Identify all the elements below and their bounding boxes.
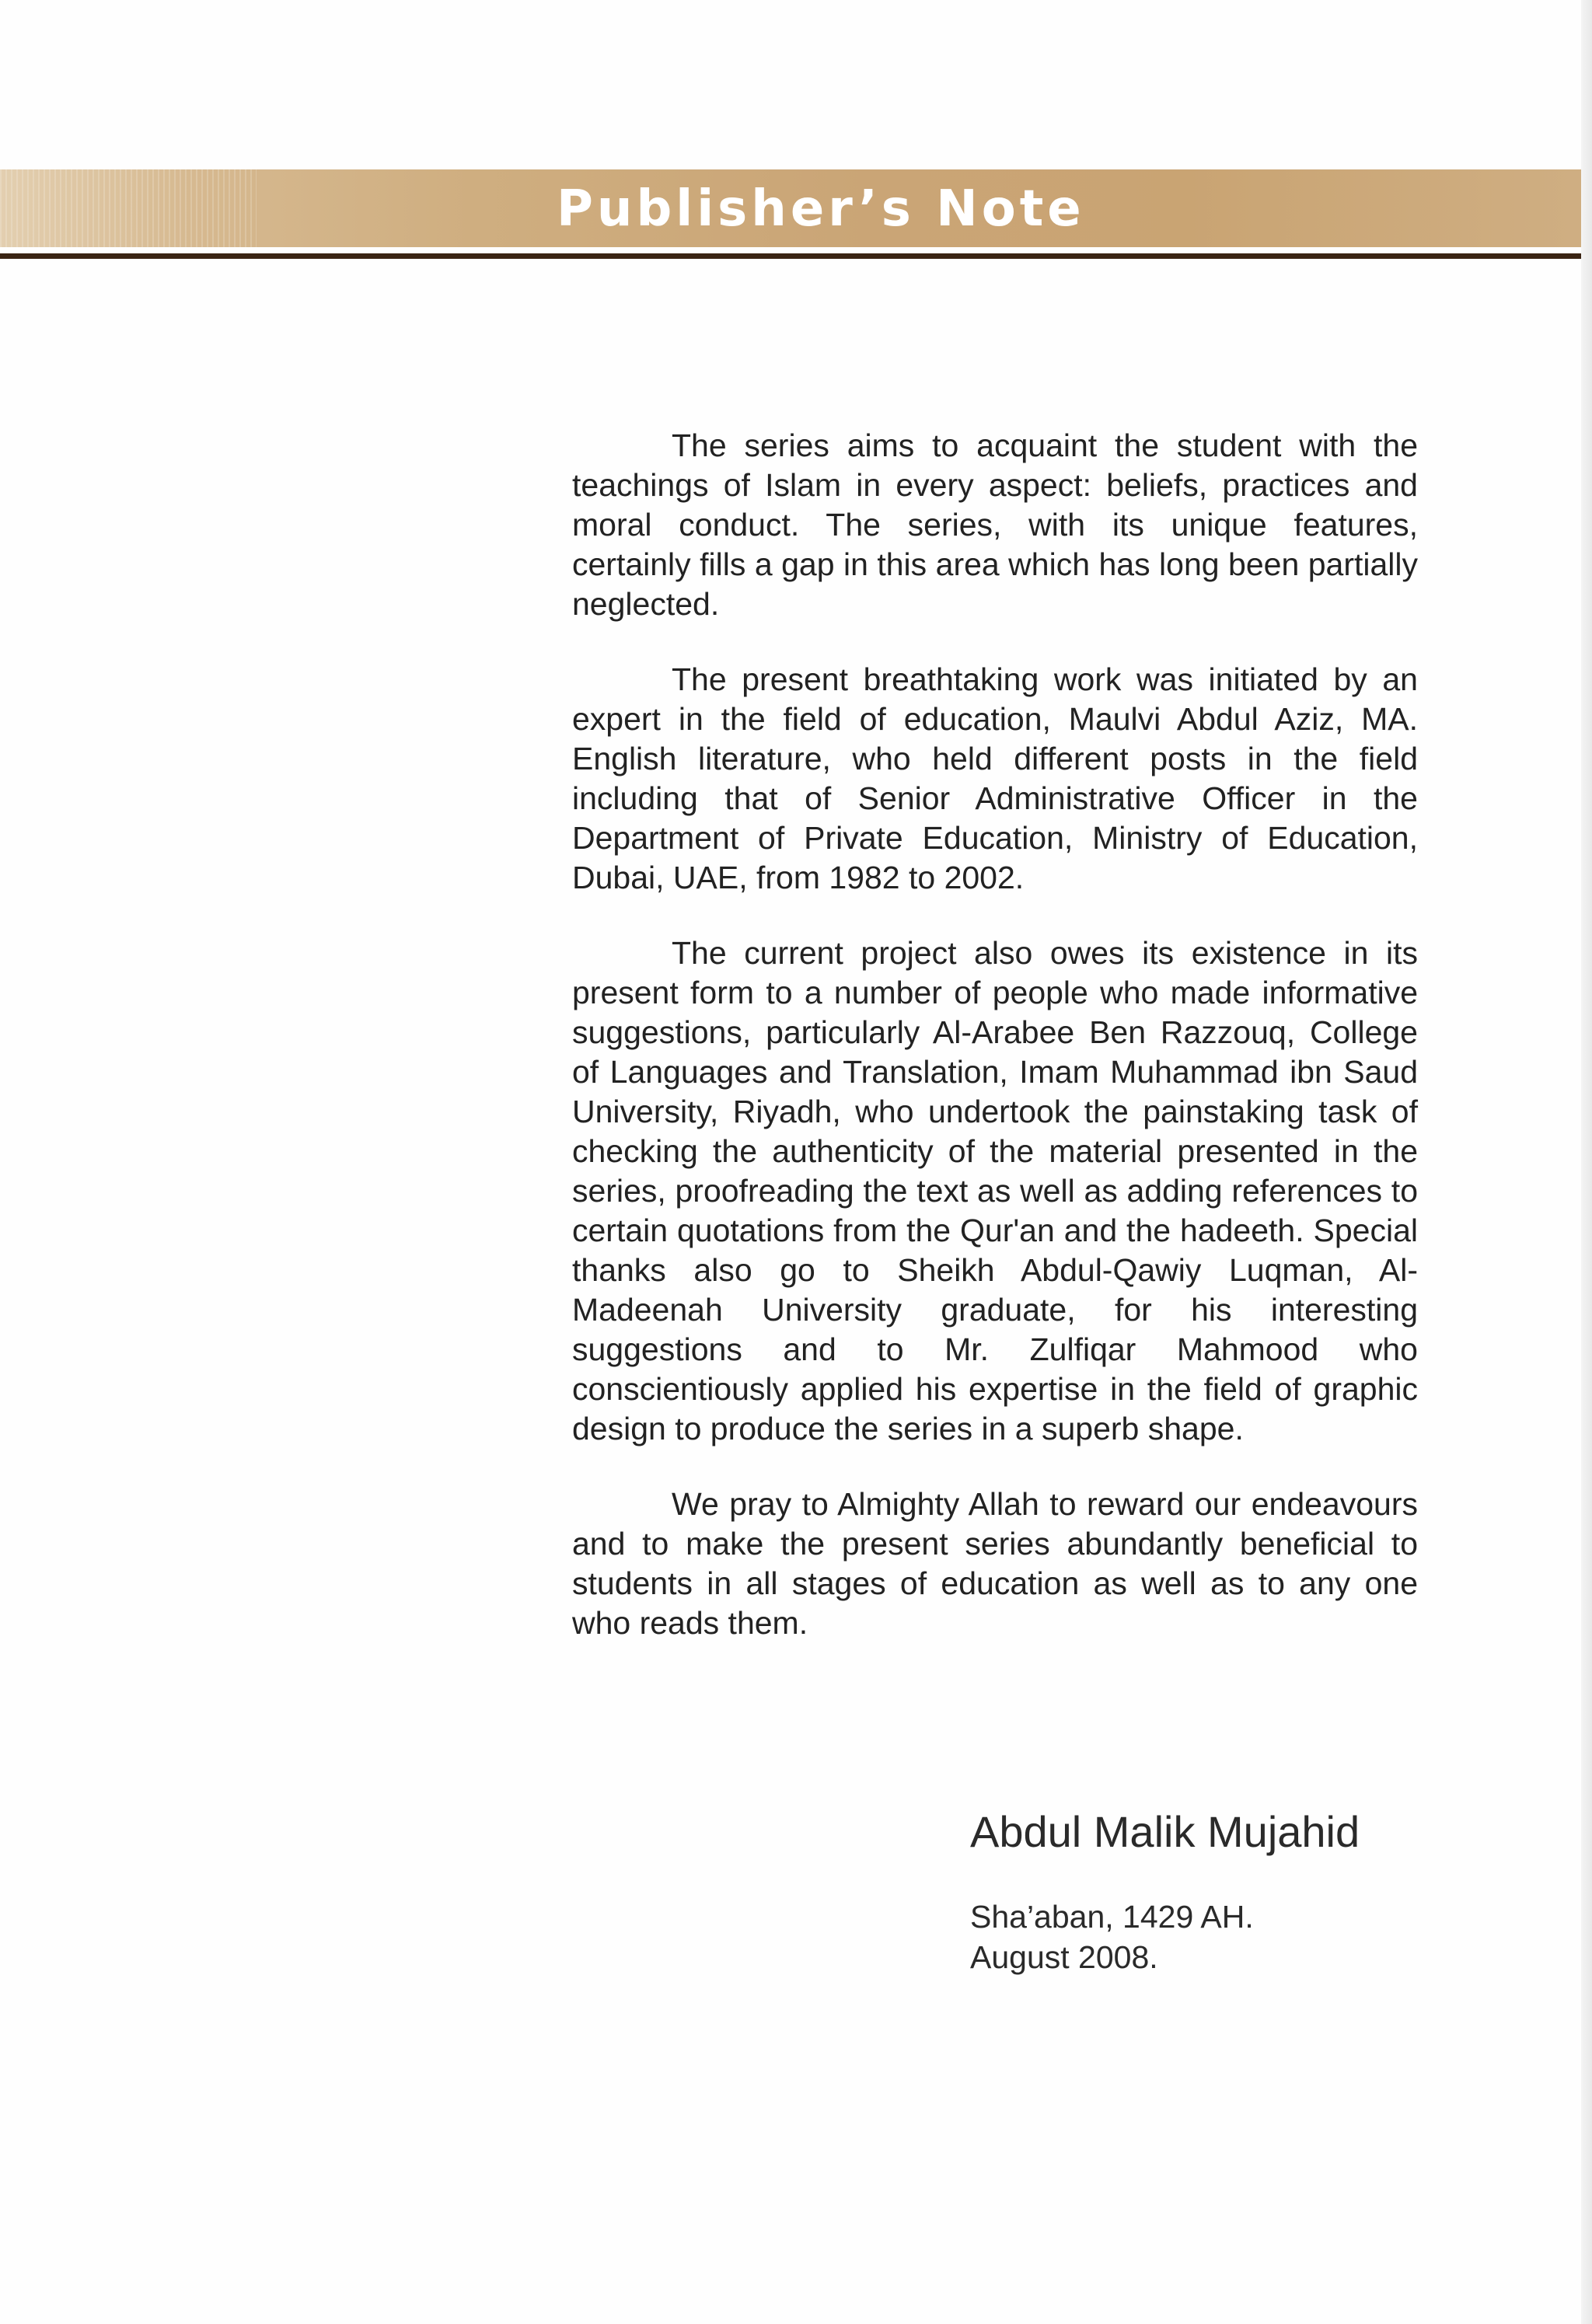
- header-stripe-pattern: [0, 169, 257, 247]
- hijri-date: Sha’aban, 1429 AH.: [970, 1899, 1254, 1935]
- page-edge: [1581, 0, 1592, 2324]
- signature-dates: [970, 1897, 1254, 1977]
- header-divider: [0, 253, 1581, 259]
- paragraph-series-aims: The series aims to acquaint the student with the teachings of Islam in every aspect: beliefs, practices and moral conduct. The series, with its unique features, certainly fills a gap in this area which has long been partially neglected.: [572, 427, 1418, 622]
- paragraph-initiation: The present breathtaking work was initiated by an expert in the field of education, Maulvi Abdul Aziz, MA. English literature, who held different posts in the field including that of Senior Administrative Officer in the Department of Private Education, Ministry of Education, Dubai, UAE, from 1982 to 2002.: [572, 661, 1418, 895]
- paragraph-prayer: We pray to Almighty Allah to reward our endeavours and to make the present series abundantly beneficial to students in all stages of education as well as to any one who reads them.: [572, 1486, 1418, 1641]
- page-title: Publisher’s Note: [557, 180, 1085, 238]
- paragraph-acknowledgements: The current project also owes its existence in its present form to a number of people who made informative suggestions, particularly Al-Arabee Ben Razzouq, College of Languages and Translation, Imam Muhammad ibn Saud University, Riyadh, who undertook the painstaking task of checking the authenticity of the material presented in the series, proofreading the text as well as adding references to certain quotations from the Qur'an and the hadeeth. Special thanks also go to Sheikh Abdul-Qawiy Luqman, Al-Madeenah University graduate, for his interesting suggestions and to Mr. Zulfiqar Mahmood who conscientiously applied his expertise in the field of graphic design to produce the series in a superb shape.: [572, 935, 1418, 1446]
- gregorian-date: August 2008.: [970, 1939, 1158, 1975]
- note-body: [572, 426, 1418, 1679]
- signature-name: Abdul Malik Mujahid: [970, 1807, 1360, 1856]
